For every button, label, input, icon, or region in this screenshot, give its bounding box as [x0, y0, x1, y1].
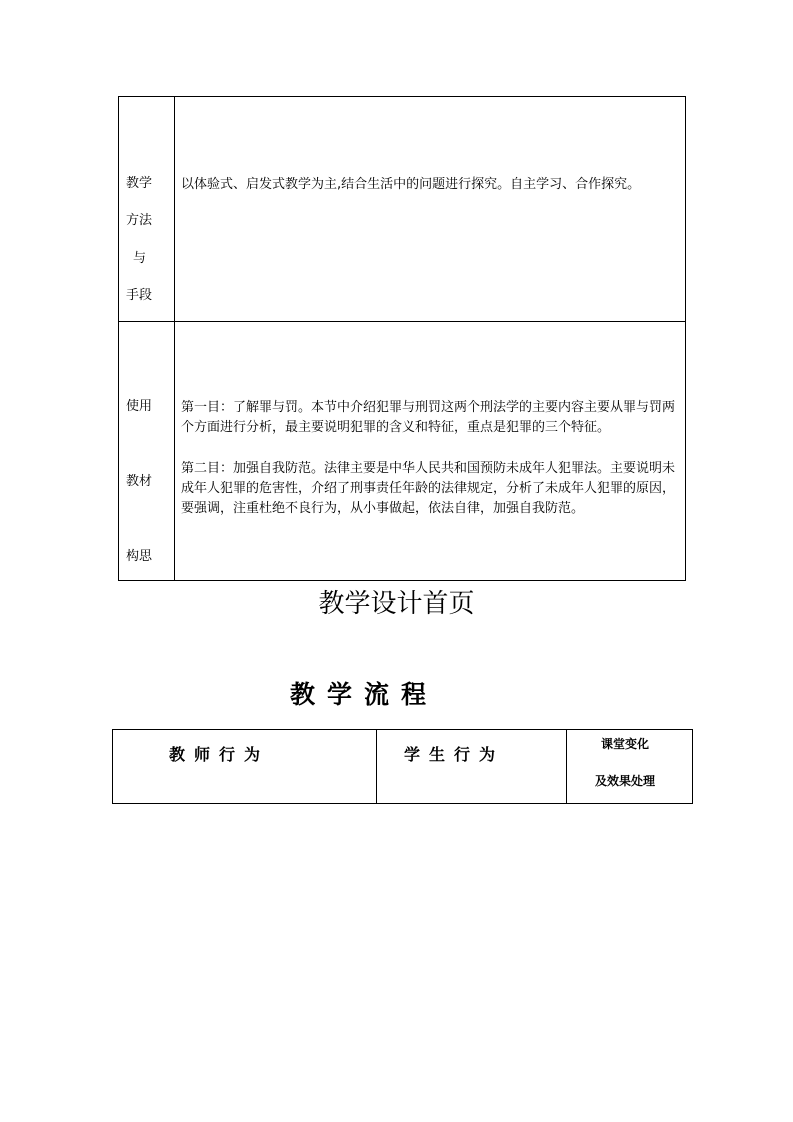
section-title: 教学流程 — [290, 680, 439, 709]
textbook-paragraph-2: 第二目：加强自我防范。法律主要是中华人民共和国预防未成年人犯罪法。主要说明未成年人犯罪的危害性，介绍了刑事责任年龄的法律规定，分析了未成年人犯罪的原因，要强调，注重杜绝不良行为，从小事做起，依法自律，加强自我防范。 — [181, 461, 676, 516]
method-label-line-4: 手段 — [126, 288, 153, 303]
header-classroom-change-line-1: 课堂变化 — [601, 737, 650, 751]
column-divider — [174, 97, 175, 580]
header-classroom-change-line-2: 及效果处理 — [595, 774, 656, 788]
method-label-line-2: 方法 — [126, 213, 153, 228]
textbook-paragraph-1: 第一目：了解罪与罚。本节中介绍犯罪与刑罚这两个刑法学的主要内容主要从罪与罚两个方面进行分析，最主要说明犯罪的含义和特征，重点是犯罪的三个特征。 — [181, 400, 676, 435]
method-content: 以体验式、启发式教学为主,结合生活中的问题进行探究。自主学习、合作探究。 — [181, 177, 641, 192]
teaching-flow-table — [112, 729, 693, 804]
row-divider — [119, 321, 685, 322]
page-title: 教学设计首页 — [318, 589, 475, 619]
textbook-label-line-1: 使用 — [126, 399, 153, 414]
header-student-behavior: 学生行为 — [404, 745, 505, 764]
column-divider — [566, 730, 567, 803]
column-divider — [376, 730, 377, 803]
lesson-info-table — [118, 96, 686, 581]
method-label-line-3: 与 — [133, 251, 147, 266]
header-teacher-behavior: 教师行为 — [169, 745, 270, 764]
textbook-label-line-3: 构思 — [126, 549, 153, 564]
textbook-label-line-2: 教材 — [126, 474, 153, 489]
method-label-line-1: 教学 — [126, 176, 153, 191]
